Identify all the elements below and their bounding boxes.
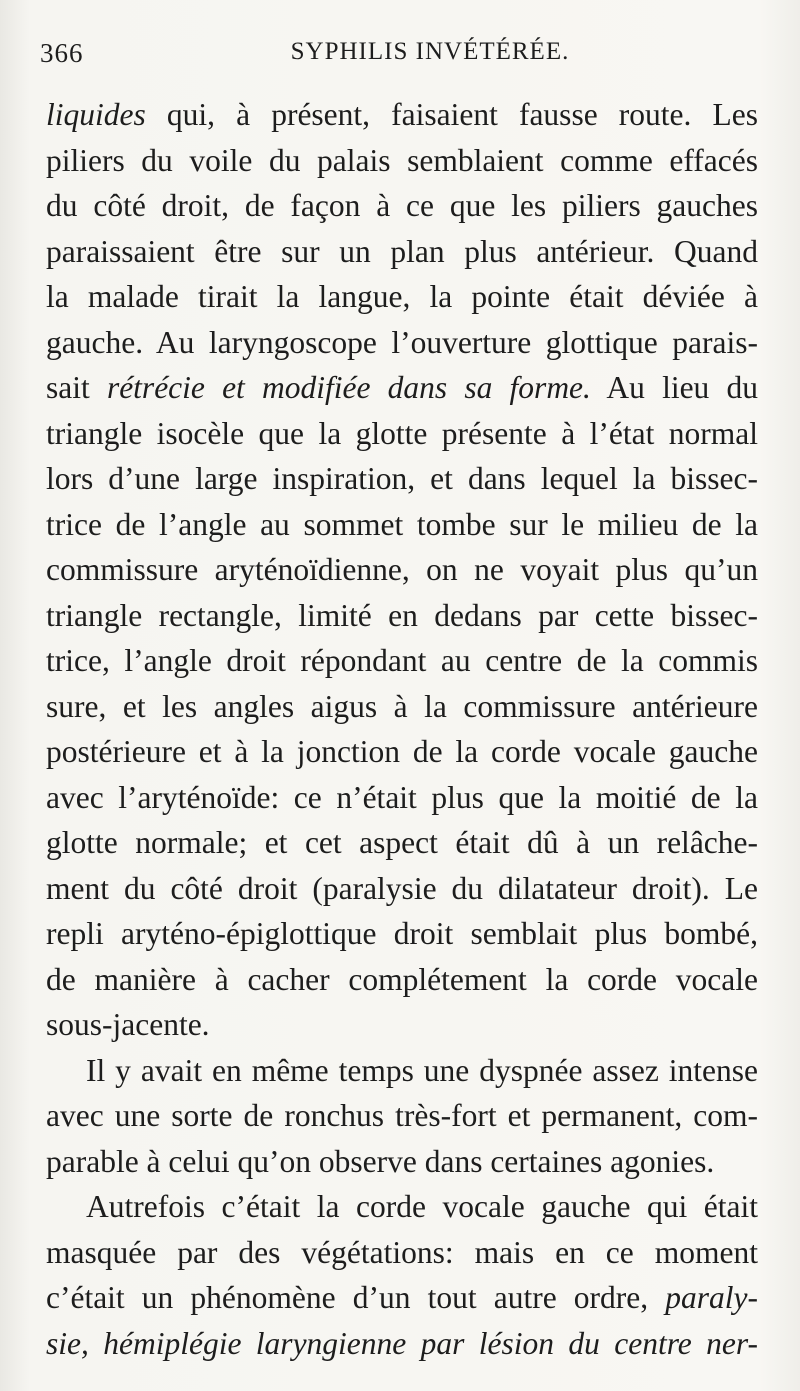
text-segment: Il y avait en même temps une dyspnée assez intense — [86, 1052, 758, 1088]
paragraph — [46, 92, 758, 1048]
text-segment: postérieure et à la jonction de la corde vocale gauche — [46, 734, 758, 769]
text-segment: gauche. Au laryngoscope l’ouverture glottique parais- — [46, 324, 758, 360]
text-line — [46, 183, 758, 229]
text-segment: la malade tirait la langue, la pointe était déviée à — [46, 279, 758, 314]
text-line — [46, 1184, 758, 1230]
italic-text: rétrécie et modifiée dans sa forme. — [106, 370, 591, 405]
text-line — [46, 866, 758, 912]
text-line — [46, 911, 758, 957]
text-line — [46, 1321, 758, 1367]
text-line — [46, 820, 758, 866]
text-segment: commissure aryténoïdienne, on ne voyait plus qu’un — [46, 552, 758, 587]
text-segment: du côté droit, de façon à ce que les piliers gauches — [46, 188, 758, 223]
italic-text: paraly- — [665, 1280, 758, 1315]
text-segment: parable à celui qu’on observe dans certaines agonies. — [46, 1143, 715, 1179]
text-line — [46, 1139, 758, 1185]
body-text — [46, 92, 758, 1366]
text-segment: masquée par des végétations: mais en ce moment — [46, 1234, 758, 1270]
text-line — [46, 1002, 758, 1048]
text-line — [46, 729, 758, 775]
text-line — [46, 92, 758, 138]
text-segment: triangle rectangle, limité en dedans par cette bissec- — [46, 597, 758, 633]
text-segment: trice de l’angle au sommet tombe sur le milieu de la — [46, 506, 758, 542]
text-line — [46, 502, 758, 548]
text-segment: piliers du voile du palais semblaient comme effacés — [46, 142, 758, 178]
text-line — [46, 957, 758, 1003]
text-line — [46, 456, 758, 502]
text-line — [46, 138, 758, 184]
text-segment: avec une sorte de ronchus très-fort et permanent, com- — [46, 1098, 758, 1133]
text-line — [46, 593, 758, 639]
text-segment: repli aryténo-épiglottique droit semblait plus bombé, — [46, 916, 758, 951]
text-segment: ment du côté droit (paralysie du dilatateur droit). Le — [46, 870, 758, 906]
text-segment: Autrefois c’était la corde vocale gauche qui était — [86, 1189, 758, 1224]
page-header — [40, 38, 760, 78]
paragraph — [46, 1184, 758, 1366]
text-segment: c’était un phénomène d’un tout autre ordre, — [46, 1280, 666, 1315]
text-segment: qui, à présent, faisaient fausse route. Les — [145, 97, 758, 132]
text-line — [46, 411, 758, 457]
text-segment: sure, et les angles aigus à la commissure antérieure — [46, 688, 758, 724]
text-line — [46, 229, 758, 275]
text-segment: de manière à cacher complétement la corde vocale — [46, 961, 758, 997]
text-segment: triangle isocèle que la glotte présente à l’état normal — [46, 415, 758, 451]
text-segment: glotte normale; et cet aspect était dû à un relâche- — [46, 825, 758, 860]
text-line — [46, 274, 758, 320]
text-segment: trice, l’angle droit répondant au centre de la commis — [46, 643, 758, 678]
text-line — [46, 365, 758, 411]
text-line — [46, 1275, 758, 1321]
text-segment: lors d’une large inspiration, et dans lequel la bissec- — [46, 461, 758, 496]
text-line — [46, 1048, 758, 1094]
text-line — [46, 1093, 758, 1139]
text-segment: sous-jacente. — [46, 1007, 210, 1042]
text-line — [46, 1230, 758, 1276]
text-line — [46, 638, 758, 684]
text-line — [46, 684, 758, 730]
text-segment: Au lieu du — [590, 370, 758, 405]
italic-text: sie, hémiplégie laryngienne par lésion du centre ner- — [46, 1325, 758, 1361]
running-title: SYPHILIS INVÉTÉRÉE. — [290, 38, 570, 65]
text-segment: avec l’aryténoïde: ce n’était plus que la moitié de la — [46, 779, 758, 815]
text-line — [46, 775, 758, 821]
page-number: 366 — [40, 38, 84, 68]
italic-text: liquides — [46, 97, 146, 132]
text-segment: sait — [46, 370, 107, 405]
text-line — [46, 547, 758, 593]
text-segment: paraissaient être sur un plan plus antérieur. Quand — [46, 233, 758, 269]
text-line — [46, 320, 758, 366]
paragraph — [46, 1048, 758, 1185]
